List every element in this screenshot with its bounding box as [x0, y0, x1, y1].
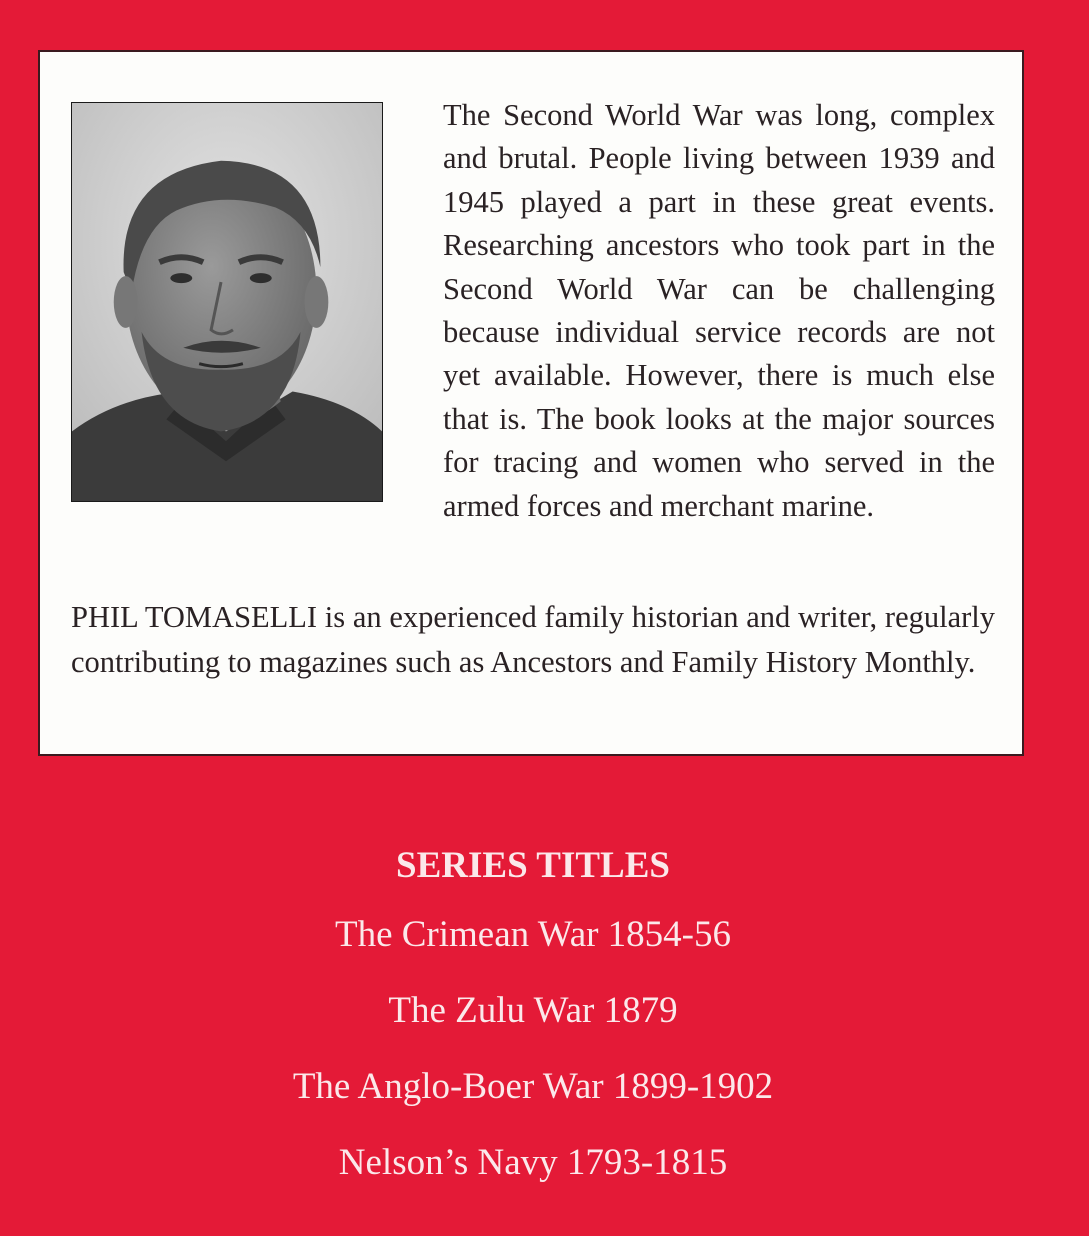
author-bio-text: is an experienced family historian and writer, regularly contributing to magazines such as Ancestors and Family History Monthly. [71, 600, 995, 679]
series-list [0, 914, 1066, 1184]
series-title: The Zulu War 1879 [388, 990, 678, 1031]
blurb-text: The Second World War was long, complex and brutal. People living between 1939 and 1945 played a part in these great events. Researching ancestors who took part in the Second World War can be challenging because individual service records are not yet available. However, there is much else that is. The book looks at the major sources for tracing and women who served in the armed forces and merchant marine. [443, 98, 995, 523]
series-title: Nelson’s Navy 1793-1815 [338, 1142, 728, 1183]
author-name: PHIL TOMASELLI [71, 600, 318, 634]
author-portrait-image [72, 103, 382, 501]
series-title: The Anglo-Boer War 1899-1902 [292, 1066, 774, 1107]
series-heading: SERIES TITLES [396, 845, 670, 886]
series-title: The Crimean War 1854-56 [334, 914, 732, 955]
blurb-box [38, 50, 1024, 756]
author-bio [71, 595, 995, 685]
series-section [0, 842, 1066, 1218]
book-blurb [71, 94, 995, 528]
author-photo [71, 102, 383, 502]
